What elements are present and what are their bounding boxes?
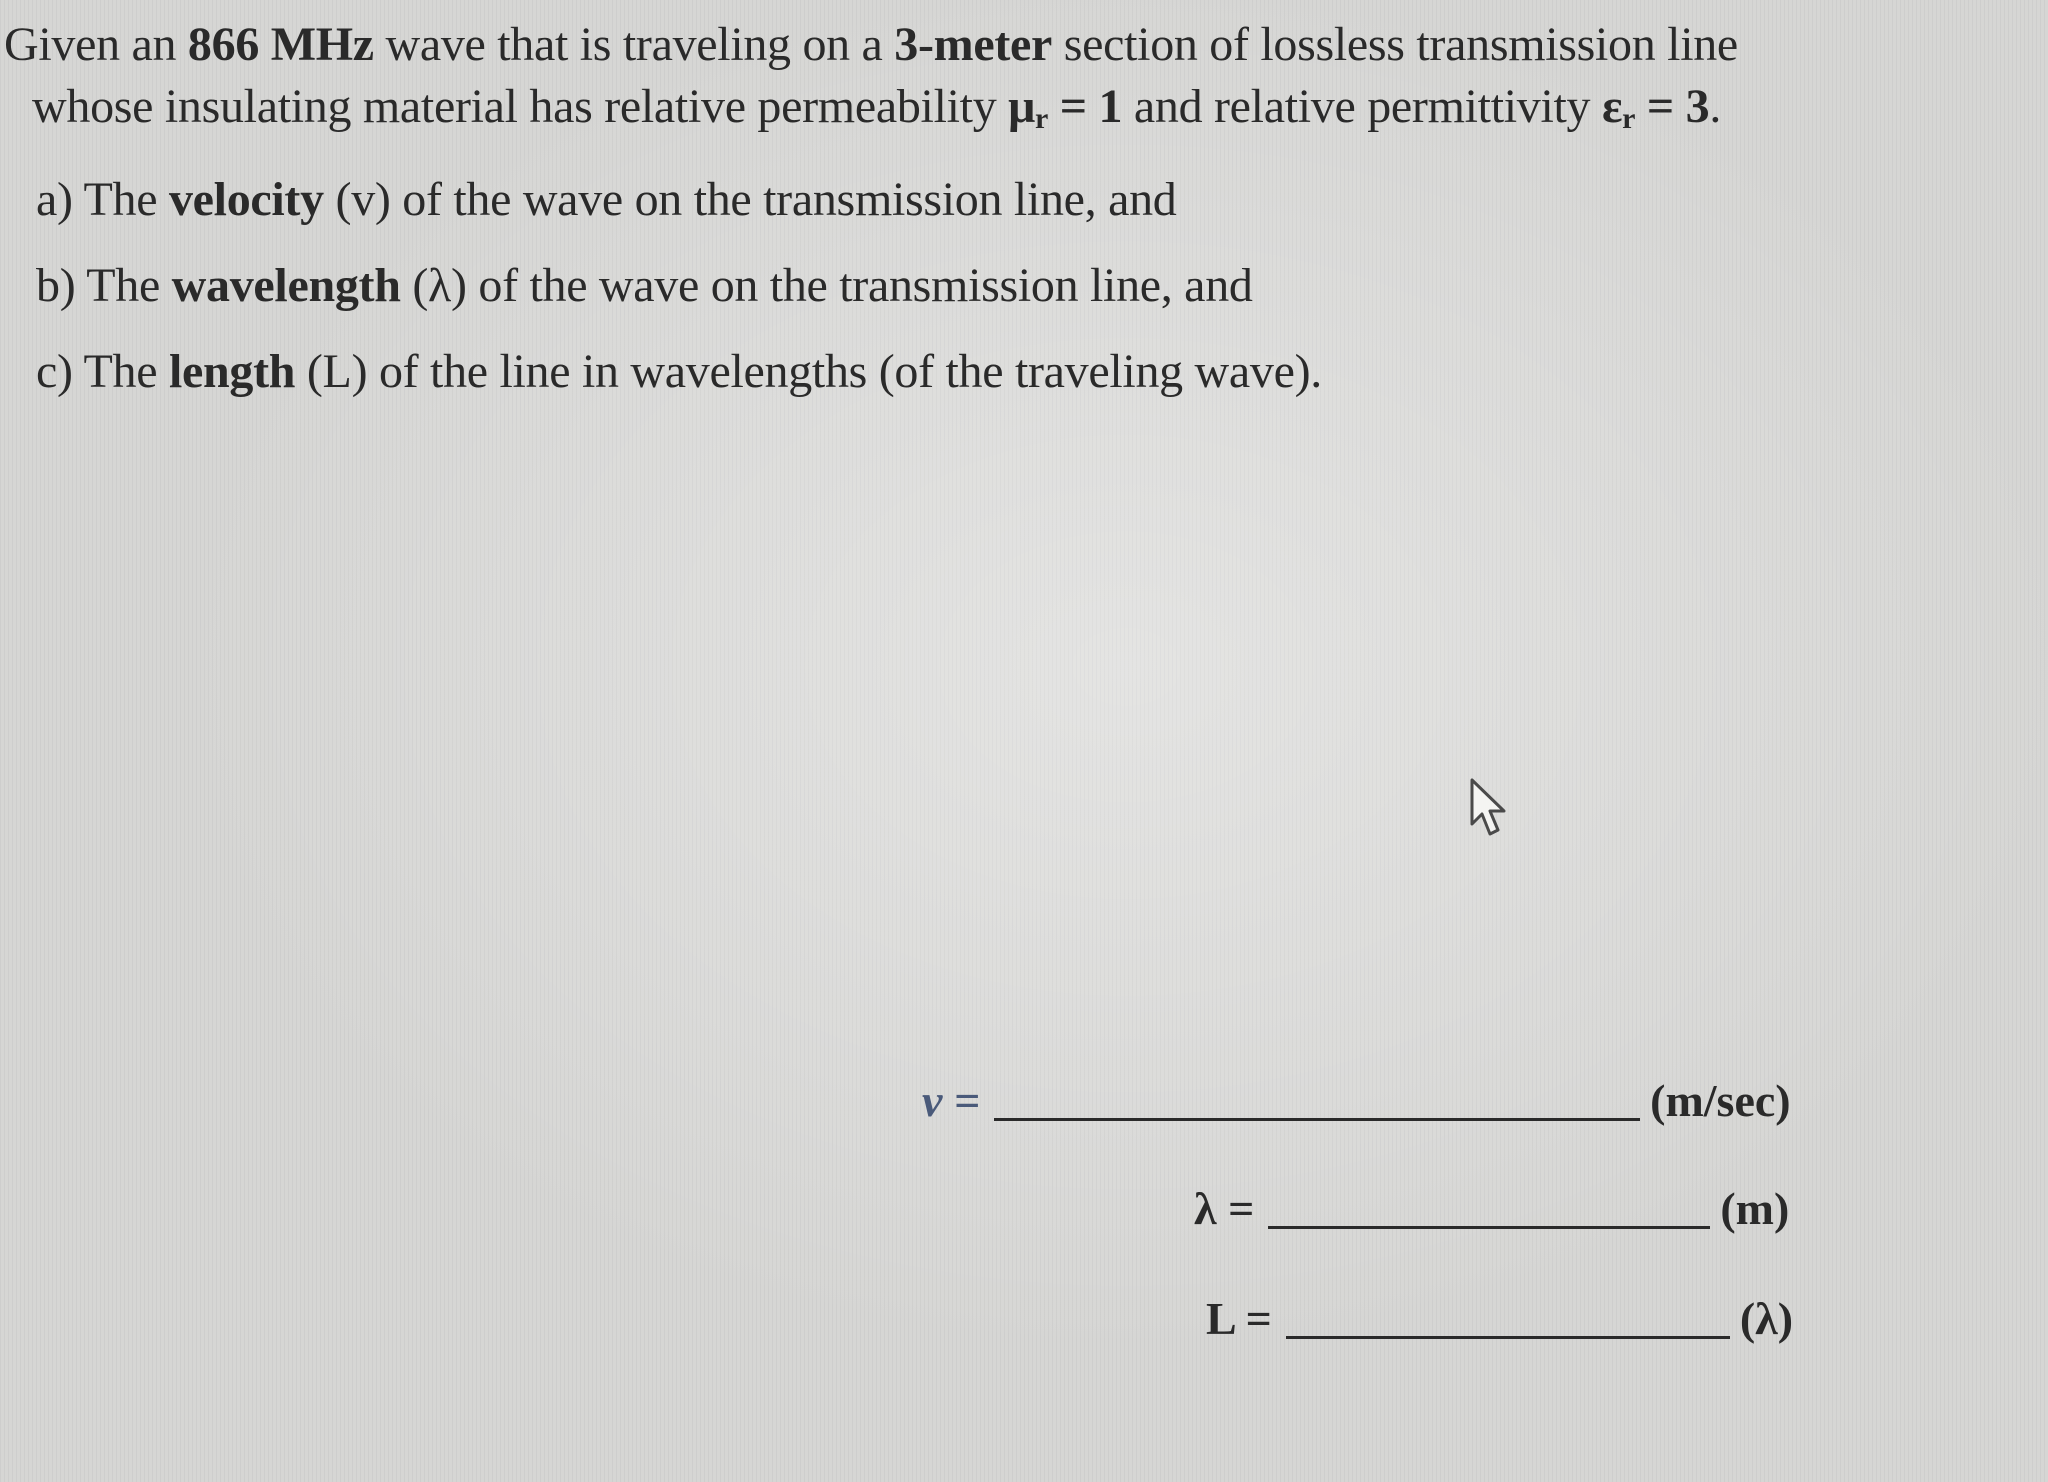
mu-symbol: μ xyxy=(1008,80,1036,133)
question-a-keyword: velocity xyxy=(168,173,324,226)
eps-value: = 3 xyxy=(1635,80,1710,133)
velocity-unit: (m/sec) xyxy=(1650,1075,1791,1126)
wavelength-answer-label: λ = xyxy=(1194,1183,1255,1234)
question-a xyxy=(36,172,1177,228)
mouse-pointer-icon xyxy=(1468,776,1512,840)
question-b-prefix: b) The xyxy=(36,259,172,312)
question-c xyxy=(36,344,1322,400)
length-answer-blank[interactable] xyxy=(1286,1326,1730,1339)
question-c-prefix: c) The xyxy=(36,345,169,398)
eps-symbol: ε xyxy=(1601,80,1623,133)
question-c-keyword: length xyxy=(168,345,296,398)
length-unit: (λ) xyxy=(1739,1293,1794,1344)
frequency-value: 866 MHz xyxy=(187,18,374,71)
question-a-prefix: a) The xyxy=(36,173,169,226)
mu-subscript: r xyxy=(1035,102,1049,135)
problem-statement xyxy=(4,14,1864,150)
intro-line-2 xyxy=(4,76,1864,150)
question-c-text: (L) of the line in wavelengths (of the traveling wave). xyxy=(295,345,1322,398)
wavelength-answer-row xyxy=(1194,1182,1789,1235)
intro-text-1: Given an xyxy=(4,18,188,71)
velocity-answer-row xyxy=(922,1074,1791,1127)
question-b-keyword: wavelength xyxy=(171,259,401,312)
line-length-value: 3-meter xyxy=(894,18,1053,71)
question-a-text: (v) of the wave on the transmission line, and xyxy=(323,173,1177,226)
length-answer-label: L = xyxy=(1206,1293,1272,1344)
intro-end: . xyxy=(1709,80,1722,133)
question-b xyxy=(36,258,1253,314)
wavelength-answer-blank[interactable] xyxy=(1268,1216,1710,1229)
velocity-answer-label: v = xyxy=(922,1075,981,1126)
wavelength-unit: (m) xyxy=(1720,1183,1790,1234)
intro-text-4: whose insulating material has relative permeability xyxy=(32,80,1009,133)
length-answer-row xyxy=(1206,1292,1793,1345)
intro-text-5: and relative permittivity xyxy=(1122,80,1602,133)
velocity-answer-blank[interactable] xyxy=(994,1108,1640,1121)
question-b-text: (λ) of the wave on the transmission line, and xyxy=(400,259,1253,312)
intro-text-2: wave that is traveling on a xyxy=(373,18,895,71)
eps-subscript: r xyxy=(1622,102,1636,135)
mu-value: = 1 xyxy=(1048,80,1123,133)
intro-text-3: section of lossless transmission line xyxy=(1052,18,1738,71)
